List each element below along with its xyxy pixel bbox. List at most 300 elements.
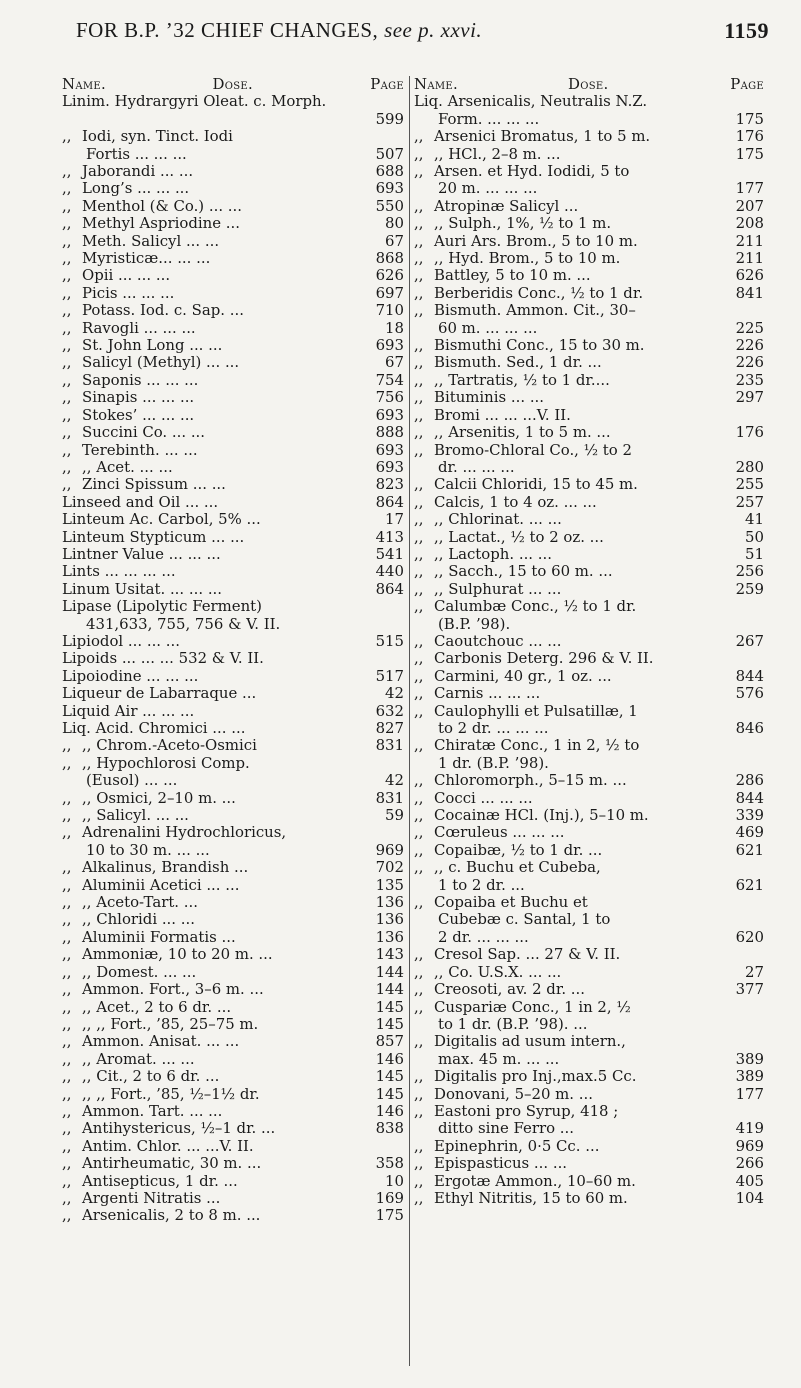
index-entry xyxy=(62,946,404,963)
entry-text: Bromo-Chloral Co., ½ to 2 xyxy=(434,440,632,459)
index-entry xyxy=(414,494,764,511)
ditto-mark: ,, xyxy=(62,353,72,372)
index-entry xyxy=(414,146,764,163)
entry-text: Ammoniæ, 10 to 20 m. ... xyxy=(82,945,273,964)
index-entry xyxy=(62,198,404,215)
entry-text: ,, Salicyl. ... ... xyxy=(82,806,189,825)
ditto-mark: ,, xyxy=(62,179,72,198)
entry-line xyxy=(62,755,404,772)
entry-text: Berberidis Conc., ½ to 1 dr. xyxy=(434,283,644,302)
entry-text: Salicyl (Methyl) ... ... xyxy=(82,353,240,372)
ditto-mark: ,, xyxy=(414,701,424,720)
ditto-mark: ,, xyxy=(62,127,72,146)
entry-page-number: 688 xyxy=(373,163,404,180)
entry-page-number: 256 xyxy=(733,563,764,580)
entry-page-number: 969 xyxy=(373,842,404,859)
index-entry xyxy=(62,424,404,441)
entry-text: Terebinth. ... ... xyxy=(82,440,198,459)
ditto-mark: ,, xyxy=(414,162,424,181)
entry-text: to 1 dr. (B.P. ’98). ... xyxy=(438,1014,588,1033)
entry-page-number: 419 xyxy=(733,1120,764,1137)
entry-line xyxy=(62,964,404,981)
entry-page-number: 339 xyxy=(733,807,764,824)
entry-line xyxy=(414,163,764,180)
entry-text: Chiratæ Conc., 1 in 2, ½ to xyxy=(434,736,640,755)
entry-line xyxy=(414,511,764,528)
entry-text: Antim. Chlor. ... ...V. II. xyxy=(82,1136,254,1155)
entry-text: Bituminis ... ... xyxy=(434,388,545,407)
ditto-mark: ,, xyxy=(62,806,72,825)
entry-text: Copaibæ, ½ to 1 dr. ... xyxy=(434,840,603,859)
index-entry xyxy=(414,529,764,546)
ditto-mark: ,, xyxy=(62,336,72,355)
entry-line xyxy=(414,337,764,354)
entry-line xyxy=(62,337,404,354)
entry-page-number: 18 xyxy=(382,320,404,337)
entry-page-number: 207 xyxy=(733,198,764,215)
index-entry xyxy=(414,1068,764,1085)
ditto-mark: ,, xyxy=(414,301,424,320)
entry-text: 60 m. ... ... ... xyxy=(438,318,538,337)
entry-text: 10 to 30 m. ... ... xyxy=(86,840,210,859)
heading-dose: Dose. xyxy=(212,75,253,93)
index-entry xyxy=(62,1138,404,1155)
ditto-mark: ,, xyxy=(62,1136,72,1155)
ditto-mark: ,, xyxy=(414,1171,424,1190)
entry-text: Sinapis ... ... ... xyxy=(82,388,195,407)
ditto-mark: ,, xyxy=(414,736,424,755)
entry-text: ,, Aceto-Tart. ... xyxy=(82,893,198,912)
entry-line xyxy=(414,180,764,197)
entry-line xyxy=(62,668,404,685)
entry-text: ,, Hypochlorosi Comp. xyxy=(82,753,250,772)
entry-line xyxy=(62,198,404,215)
entry-line xyxy=(62,1016,404,1033)
index-entry xyxy=(62,737,404,754)
entry-page-number: 621 xyxy=(733,877,764,894)
entry-text: Ethyl Nitritis, 15 to 60 m. xyxy=(434,1188,628,1207)
entry-text: Liquid Air ... ... ... xyxy=(62,701,195,720)
entry-page-number: 59 xyxy=(382,807,404,824)
ditto-mark: ,, xyxy=(62,266,72,285)
ditto-mark: ,, xyxy=(414,945,424,964)
index-entry xyxy=(62,1120,404,1137)
ditto-mark: ,, xyxy=(62,1014,72,1033)
heading-dose: Dose. xyxy=(568,75,609,93)
ditto-mark: ,, xyxy=(414,649,424,668)
entry-text: Cresol Sap. ... 27 & V. II. xyxy=(434,945,621,964)
index-entry xyxy=(414,668,764,685)
entry-text: Liq. Arsenicalis, Neutralis N.Z. xyxy=(414,92,648,111)
entry-line xyxy=(414,911,764,928)
ditto-mark: ,, xyxy=(62,980,72,999)
entry-page-number: 864 xyxy=(373,581,404,598)
entry-line xyxy=(414,703,764,720)
entry-line xyxy=(62,442,404,459)
entry-line xyxy=(62,1190,404,1207)
ditto-mark: ,, xyxy=(414,214,424,233)
index-entry xyxy=(62,668,404,685)
entry-page-number: 67 xyxy=(382,233,404,250)
entry-text: Arsenici Bromatus, 1 to 5 m. xyxy=(434,127,651,146)
entry-page-number: 626 xyxy=(733,267,764,284)
entry-text: Lipase (Lipolytic Ferment) xyxy=(62,597,262,616)
index-entry xyxy=(62,581,404,598)
entry-line xyxy=(62,407,404,424)
entry-text: Form. ... ... ... xyxy=(438,109,540,128)
entry-page-number: 145 xyxy=(373,1068,404,1085)
entry-text: Cocainæ HCl. (Inj.), 5–10 m. xyxy=(434,806,649,825)
entry-line xyxy=(62,1120,404,1137)
index-entry xyxy=(62,459,404,476)
entry-line xyxy=(414,685,764,702)
header-title xyxy=(76,18,482,43)
index-entry xyxy=(62,407,404,424)
entry-line xyxy=(62,1155,404,1172)
index-entry xyxy=(62,1051,404,1068)
entry-text: Antirheumatic, 30 m. ... xyxy=(82,1154,262,1173)
index-entry xyxy=(414,772,764,789)
ditto-mark: ,, xyxy=(62,927,72,946)
index-entry xyxy=(62,999,404,1016)
entry-text: Lipiodol ... ... ... xyxy=(62,631,180,650)
entry-page-number: 823 xyxy=(373,476,404,493)
index-entry xyxy=(414,389,764,406)
entry-line xyxy=(414,424,764,441)
entry-line xyxy=(62,563,404,580)
index-entry xyxy=(62,1155,404,1172)
ditto-mark: ,, xyxy=(62,893,72,912)
entry-page-number: 413 xyxy=(373,529,404,546)
ditto-mark: ,, xyxy=(414,597,424,616)
entry-line xyxy=(62,790,404,807)
ditto-mark: ,, xyxy=(62,405,72,424)
index-entry xyxy=(414,790,764,807)
entry-text: Linseed and Oil ... ... xyxy=(62,492,219,511)
entry-line xyxy=(62,650,404,667)
entry-page-number: 969 xyxy=(733,1138,764,1155)
ditto-mark: ,, xyxy=(414,127,424,146)
entry-text: Battley, 5 to 10 m. ... xyxy=(434,266,591,285)
entry-page-number: 440 xyxy=(373,563,404,580)
entry-text: dr. ... ... ... xyxy=(438,457,515,476)
index-entry xyxy=(414,650,764,667)
ditto-mark: ,, xyxy=(414,475,424,494)
ditto-mark: ,, xyxy=(62,753,72,772)
ditto-mark: ,, xyxy=(62,1154,72,1173)
entry-page-number: 550 xyxy=(373,198,404,215)
ditto-mark: ,, xyxy=(414,997,424,1016)
ditto-mark: ,, xyxy=(62,1084,72,1103)
index-entry xyxy=(62,703,404,720)
entry-text: max. 45 m. ... ... xyxy=(438,1049,560,1068)
entry-line xyxy=(62,685,404,702)
right-column xyxy=(414,76,764,1207)
entry-text: Copaiba et Buchu et xyxy=(434,893,588,912)
entry-line xyxy=(414,1155,764,1172)
entry-text: Carnis ... ... ... xyxy=(434,684,541,703)
index-entry xyxy=(414,703,764,738)
entry-text: Lipoids ... ... ... 532 & V. II. xyxy=(62,649,264,668)
entry-line xyxy=(414,964,764,981)
ditto-mark: ,, xyxy=(62,1206,72,1225)
entry-line xyxy=(414,233,764,250)
entry-line xyxy=(414,842,764,859)
entry-line xyxy=(62,546,404,563)
entry-text: Zinci Spissum ... ... xyxy=(82,475,226,494)
entry-line xyxy=(414,198,764,215)
entry-page-number: 145 xyxy=(373,1086,404,1103)
entry-page-number: 27 xyxy=(742,964,764,981)
ditto-mark: ,, xyxy=(62,1101,72,1120)
entry-line xyxy=(414,372,764,389)
entry-page-number: 827 xyxy=(373,720,404,737)
entry-text: Antisepticus, 1 dr. ... xyxy=(82,1171,238,1190)
ditto-mark: ,, xyxy=(414,353,424,372)
index-entry xyxy=(414,93,764,128)
ditto-mark: ,, xyxy=(62,318,72,337)
index-entry xyxy=(414,302,764,337)
index-entry xyxy=(414,563,764,580)
entry-line xyxy=(62,476,404,493)
entry-text: Donovani, 5–20 m. ... xyxy=(434,1084,593,1103)
entry-text: Picis ... ... ... xyxy=(82,283,175,302)
entry-text: Linim. Hydrargyri Oleat. c. Morph. xyxy=(62,92,327,111)
entry-text: ditto sine Ferro ... xyxy=(438,1119,574,1138)
entry-line xyxy=(62,529,404,546)
entry-text: Cocci ... ... ... xyxy=(434,788,533,807)
ditto-mark: ,, xyxy=(62,858,72,877)
entry-line xyxy=(414,772,764,789)
entry-line xyxy=(414,267,764,284)
entry-page-number: 50 xyxy=(742,529,764,546)
entry-line xyxy=(414,320,764,337)
entry-page-number: 864 xyxy=(373,494,404,511)
entry-line xyxy=(414,563,764,580)
index-entry xyxy=(414,1190,764,1207)
entry-line xyxy=(414,668,764,685)
entry-text: ,, Aromat. ... ... xyxy=(82,1049,195,1068)
entry-page-number: 177 xyxy=(733,1086,764,1103)
entry-text: Potass. Iod. c. Sap. ... xyxy=(82,301,244,320)
entry-line xyxy=(414,1120,764,1137)
entry-text: Cuspariæ Conc., 1 in 2, ½ xyxy=(434,997,631,1016)
heading-page: Page xyxy=(370,75,404,93)
entry-text: ,, Sulphurat ... ... xyxy=(434,579,562,598)
index-entry xyxy=(62,546,404,563)
entry-text: Cœruleus ... ... ... xyxy=(434,823,565,842)
ditto-mark: ,, xyxy=(414,858,424,877)
entry-page-number: 67 xyxy=(382,354,404,371)
index-entry xyxy=(414,233,764,250)
running-header xyxy=(0,0,801,46)
index-entry xyxy=(62,824,404,859)
entry-line xyxy=(414,1138,764,1155)
ditto-mark: ,, xyxy=(414,249,424,268)
index-entry xyxy=(62,964,404,981)
index-entry xyxy=(62,180,404,197)
ditto-mark: ,, xyxy=(62,945,72,964)
entry-page-number: 135 xyxy=(373,877,404,894)
entry-page-number: 841 xyxy=(733,285,764,302)
entry-line xyxy=(414,929,764,946)
entry-line xyxy=(62,93,404,110)
entry-text: Menthol (& Co.) ... ... xyxy=(82,196,242,215)
entry-line xyxy=(414,354,764,371)
entry-line xyxy=(414,476,764,493)
heading-name: Name. xyxy=(62,75,107,93)
entry-page-number: 144 xyxy=(373,981,404,998)
entry-line xyxy=(414,1190,764,1207)
ditto-mark: ,, xyxy=(62,1188,72,1207)
entry-line xyxy=(414,215,764,232)
entry-page-number: 51 xyxy=(742,546,764,563)
ditto-mark: ,, xyxy=(414,579,424,598)
entry-line xyxy=(414,1103,764,1120)
ditto-mark: ,, xyxy=(62,249,72,268)
ditto-mark: ,, xyxy=(62,162,72,180)
entry-text: ,, Lactat., ½ to 2 oz. ... xyxy=(434,527,604,546)
entry-page-number: 175 xyxy=(733,111,764,128)
index-entry xyxy=(414,1086,764,1103)
entry-text: Jaborandi ... ... xyxy=(82,162,194,180)
entry-line xyxy=(62,111,404,128)
ditto-mark: ,, xyxy=(62,910,72,929)
entry-text: Aluminii Acetici ... ... xyxy=(82,875,240,894)
ditto-mark: ,, xyxy=(62,440,72,459)
heading-name: Name. xyxy=(414,75,459,93)
index-entry xyxy=(414,737,764,772)
entry-page-number: 377 xyxy=(733,981,764,998)
index-entry xyxy=(62,302,404,319)
entry-line xyxy=(414,1016,764,1033)
entry-line xyxy=(62,1033,404,1050)
entry-text: Ergotæ Ammon., 10–60 m. xyxy=(434,1171,636,1190)
index-entry xyxy=(62,337,404,354)
entry-text: Digitalis pro Inj.,max.5 Cc. xyxy=(434,1067,637,1086)
page-number: 1159 xyxy=(724,18,769,43)
entry-text: ,, Chlorinat. ... ... xyxy=(434,510,562,529)
entry-page-number: 175 xyxy=(373,1207,404,1224)
entry-line xyxy=(414,946,764,963)
index-entry xyxy=(62,476,404,493)
ditto-mark: ,, xyxy=(414,370,424,389)
index-entry xyxy=(62,250,404,267)
ditto-mark: ,, xyxy=(414,962,424,981)
entry-text: Argenti Nitratis ... xyxy=(82,1188,221,1207)
entry-line xyxy=(414,755,764,772)
entry-text: Linteum Ac. Carbol, 5% ... xyxy=(62,510,261,529)
entry-text: 1 dr. (B.P. ’98). xyxy=(438,753,549,772)
entry-line xyxy=(62,372,404,389)
entry-page-number: 42 xyxy=(382,772,404,789)
entry-page-number: 517 xyxy=(373,668,404,685)
entry-page-number: 405 xyxy=(733,1173,764,1190)
entry-text: Ammon. Anisat. ... ... xyxy=(82,1032,240,1051)
ditto-mark: ,, xyxy=(62,231,72,250)
entry-page-number: 621 xyxy=(733,842,764,859)
entry-line xyxy=(414,389,764,406)
entry-text: ,, Acet. ... ... xyxy=(82,457,173,476)
entry-text: Aluminii Formatis ... xyxy=(82,927,236,946)
entry-text: Carbonis Deterg. 296 & V. II. xyxy=(434,649,654,668)
index-entry xyxy=(62,354,404,371)
ditto-mark: ,, xyxy=(414,231,424,250)
index-entry xyxy=(414,476,764,493)
entry-text: Caoutchouc ... ... xyxy=(434,631,562,650)
entry-page-number: 17 xyxy=(382,511,404,528)
entry-text: 2 dr. ... ... ... xyxy=(438,927,529,946)
entry-line xyxy=(62,1051,404,1068)
entry-text: Opii ... ... ... xyxy=(82,266,171,285)
entry-text: Myristicæ... ... ... xyxy=(82,249,211,268)
ditto-mark: ,, xyxy=(414,423,424,442)
entry-line xyxy=(414,650,764,667)
entry-line xyxy=(62,616,404,633)
index-entry xyxy=(62,877,404,894)
ditto-mark: ,, xyxy=(62,1171,72,1190)
entry-line xyxy=(62,267,404,284)
ditto-mark: ,, xyxy=(414,840,424,859)
entry-line xyxy=(414,407,764,424)
entry-page-number: 136 xyxy=(373,911,404,928)
entry-text: Calcis, 1 to 4 oz. ... ... xyxy=(434,492,597,511)
entry-page-number: 143 xyxy=(373,946,404,963)
entry-text: Bismuth. Ammon. Cit., 30– xyxy=(434,301,636,320)
entry-text: ,, Chloridi ... ... xyxy=(82,910,195,929)
entry-page-number: 266 xyxy=(733,1155,764,1172)
entry-page-number: 136 xyxy=(373,929,404,946)
entry-text: Digitalis ad usum intern., xyxy=(434,1032,626,1051)
index-entry xyxy=(62,511,404,528)
entry-text: Carmini, 40 gr., 1 oz. ... xyxy=(434,666,612,685)
entry-line xyxy=(62,807,404,824)
entry-text: ,, ,, Fort., ’85, ½–1½ dr. xyxy=(82,1084,260,1103)
entry-page-number: 831 xyxy=(373,790,404,807)
ditto-mark: ,, xyxy=(62,1119,72,1138)
index-entry xyxy=(62,494,404,511)
entry-text: Epispasticus ... ... xyxy=(434,1154,568,1173)
ditto-mark: ,, xyxy=(62,997,72,1016)
ditto-mark: ,, xyxy=(62,283,72,302)
entry-text: Ammon. Fort., 3–6 m. ... xyxy=(82,980,264,999)
entry-page-number: 838 xyxy=(373,1120,404,1137)
index-entry xyxy=(62,1068,404,1085)
entry-page-number: 693 xyxy=(373,337,404,354)
index-entry xyxy=(414,1138,764,1155)
entry-line xyxy=(62,981,404,998)
entry-line xyxy=(414,824,764,841)
entry-page-number: 145 xyxy=(373,999,404,1016)
index-entry xyxy=(414,442,764,477)
entry-line xyxy=(414,859,764,876)
entry-text: ,, Hyd. Brom., 5 to 10 m. xyxy=(434,249,621,268)
entry-page-number: 756 xyxy=(373,389,404,406)
entry-page-number: 257 xyxy=(733,494,764,511)
entry-line xyxy=(414,737,764,754)
ditto-mark: ,, xyxy=(414,788,424,807)
index-entry xyxy=(62,1190,404,1207)
entry-line xyxy=(414,93,764,110)
entry-page-number: 226 xyxy=(733,337,764,354)
ditto-mark: ,, xyxy=(414,980,424,999)
index-entry xyxy=(62,285,404,302)
entry-line xyxy=(62,720,404,737)
entry-page-number: 146 xyxy=(373,1103,404,1120)
index-entry xyxy=(62,111,404,128)
entry-text: Arsenicalis, 2 to 8 m. ... xyxy=(82,1206,261,1225)
entry-text: Bismuth. Sed., 1 dr. ... xyxy=(434,353,602,372)
